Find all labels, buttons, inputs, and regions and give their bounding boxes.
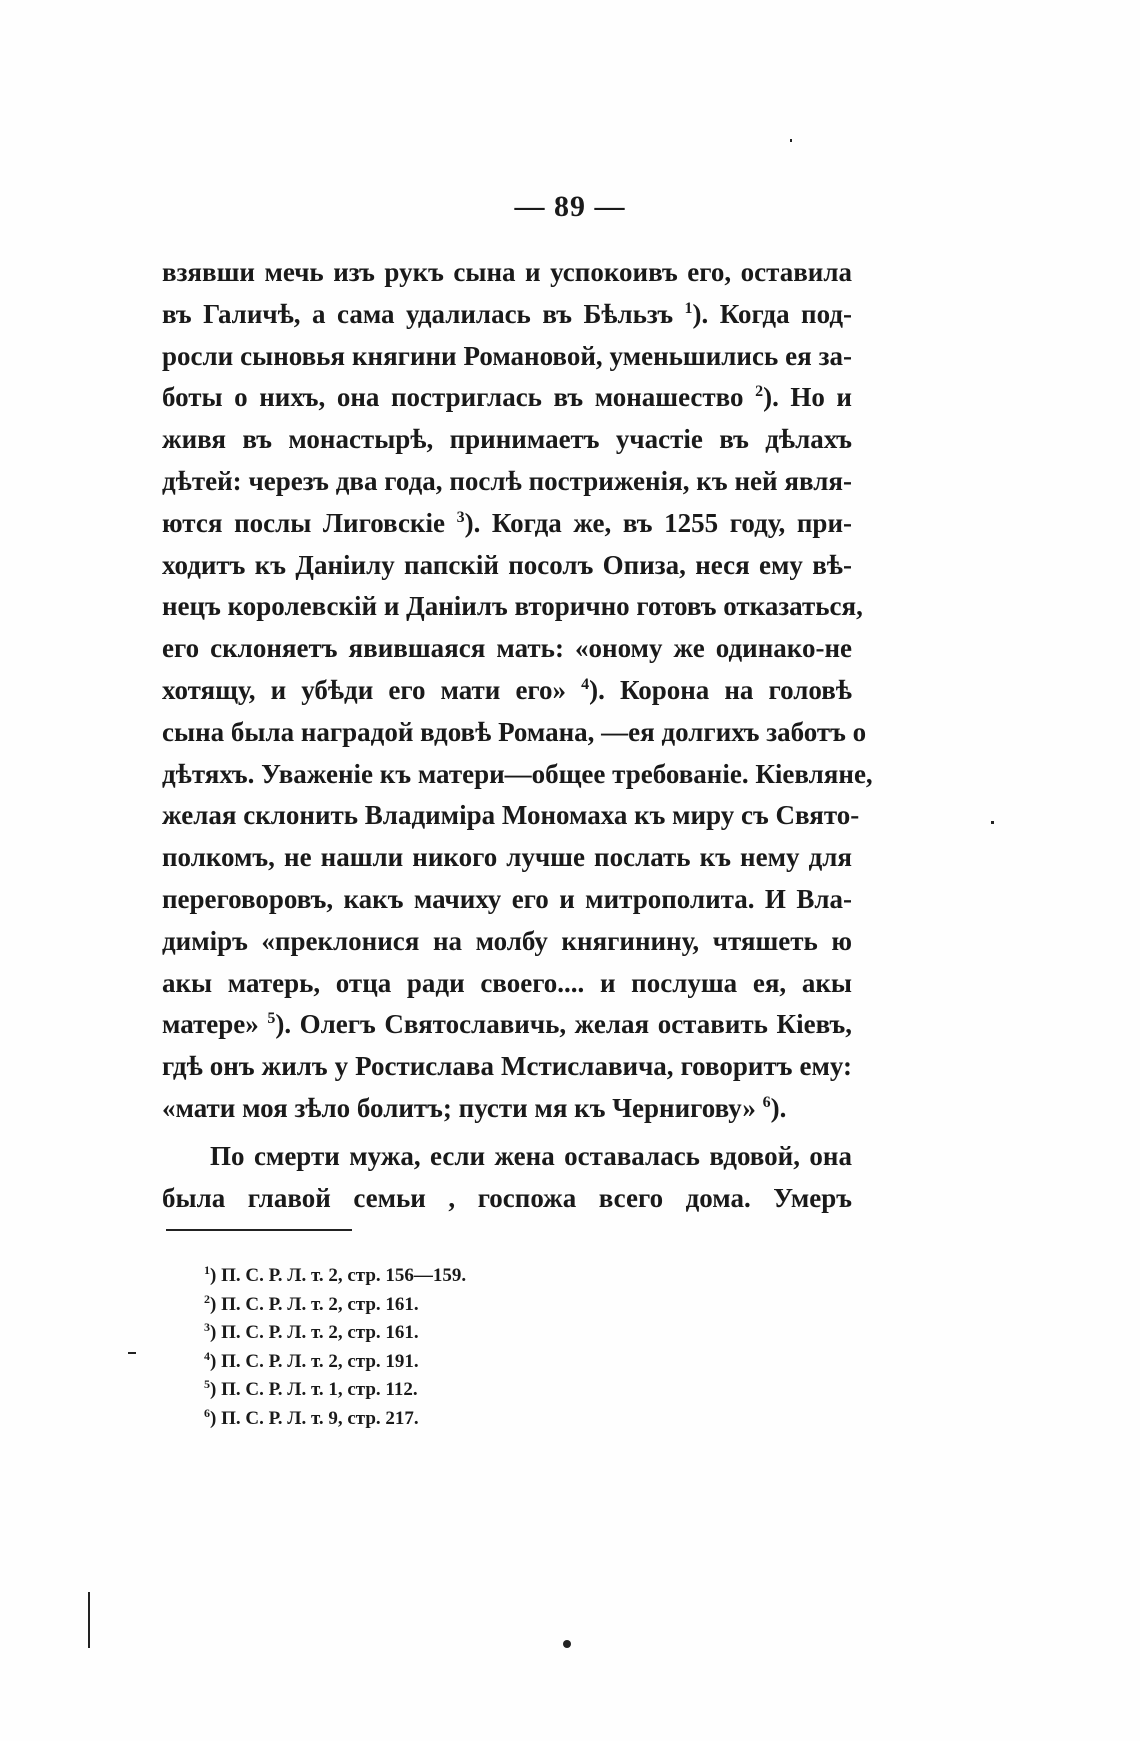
text-line: взявши мечь изъ рукъ сына и успокоивъ его, оставила xyxy=(162,257,852,287)
text-line: ются послы Лиговскіе $^3$). Когда же, въ 1255 году, при- xyxy=(162,507,852,538)
scan-speck xyxy=(563,1640,571,1648)
footnote-ref: 6 xyxy=(762,1093,771,1111)
scan-speck xyxy=(88,1592,90,1648)
text-line: гдѣ онъ жилъ у Ростислава Мстиславича, говоритъ ему: xyxy=(162,1051,852,1082)
text-line: диміръ «преклонися на молбу княгинину, чтяшеть ю xyxy=(162,925,852,956)
text-line: росли сыновья княгини Романовой, уменьшились ея за- xyxy=(162,340,852,371)
text-line: его склоняетъ явившаяся мать: «оному же одинако-не xyxy=(162,633,852,664)
text-line: нецъ королевскій и Даніилъ вторично готовъ отказаться, xyxy=(162,591,863,622)
scan-speck xyxy=(128,1352,136,1354)
scan-speck xyxy=(991,821,994,824)
footnote: $^6$) П. С. Р. Л. т. 9, стр. 217. xyxy=(204,1405,419,1429)
text-line: желая склонить Владиміра Мономаха къ миру съ Свято- xyxy=(162,800,860,831)
text-line: дѣтей: черезъ два года, послѣ постриженія, къ ней явля- xyxy=(162,465,852,496)
footnotes xyxy=(204,1262,466,1433)
text-line: переговоровъ, какъ мачиху его и митрополита. И Вла- xyxy=(162,883,852,914)
text-line: сына была наградой вдовѣ Романа, —ея долгихъ заботъ о xyxy=(162,716,867,747)
paragraph xyxy=(162,1136,852,1220)
page-number: — 89 — xyxy=(514,190,626,223)
footnote-ref: 3 xyxy=(456,508,465,526)
text-line: матере» $^5$). Олегъ Святославичь, желая оставить Кіевъ, xyxy=(162,1009,852,1040)
footnote-ref: 1 xyxy=(684,299,693,317)
text-line: въ Галичѣ, а сама удалилась въ Бѣльзъ $^1$). Когда под- xyxy=(162,298,852,329)
text-line: полкомъ, не нашли никого лучше послать къ нему для xyxy=(162,842,852,873)
footnote: $^1$) П. С. Р. Л. т. 2, стр. 156—159. xyxy=(204,1263,467,1286)
text-line: боты о нихъ, она постриглась въ монашество $^2$). Но и xyxy=(162,382,852,413)
footnote-ref: 5 xyxy=(267,1010,276,1028)
text-line: ходитъ къ Даніилу папскій посолъ Опиза, неся ему вѣ- xyxy=(162,549,852,580)
text-line: По смерти мужа, если жена оставалась вдовой, она xyxy=(210,1140,852,1171)
text-line: дѣтяхъ. Уваженіе къ матери—общее требованіе. Кіевляне, xyxy=(162,758,873,789)
footnote: $^4$) П. С. Р. Л. т. 2, стр. 191. xyxy=(204,1348,419,1372)
scan-speck xyxy=(790,139,792,142)
text-line: живя въ монастырѣ, принимаетъ участіе въ дѣлахъ xyxy=(162,424,852,455)
body-text xyxy=(162,252,873,1219)
text-line: акы матерь, отца ради своего.... и послуша ея, акы xyxy=(162,967,852,998)
text-line: «мати моя зѣло болитъ; пусти мя къ Чернигову» $^6$). xyxy=(162,1092,787,1123)
paragraph xyxy=(162,252,873,1130)
footnote: $^3$) П. С. Р. Л. т. 2, стр. 161. xyxy=(204,1320,419,1343)
footnote-rule xyxy=(166,1229,352,1231)
footnote-ref: 4 xyxy=(581,675,590,693)
footnote: $^5$) П. С. Р. Л. т. 1, стр. 112. xyxy=(204,1377,418,1400)
footnote: $^2$) П. С. Р. Л. т. 2, стр. 161. xyxy=(204,1291,419,1315)
text-line: хотящу, и убѣди его мати его» $^4$). Корона на головѣ xyxy=(162,674,852,705)
footnote-ref: 2 xyxy=(755,383,764,401)
text-line: была главой семьи , госпожа всего дома. Умеръ xyxy=(162,1182,852,1213)
